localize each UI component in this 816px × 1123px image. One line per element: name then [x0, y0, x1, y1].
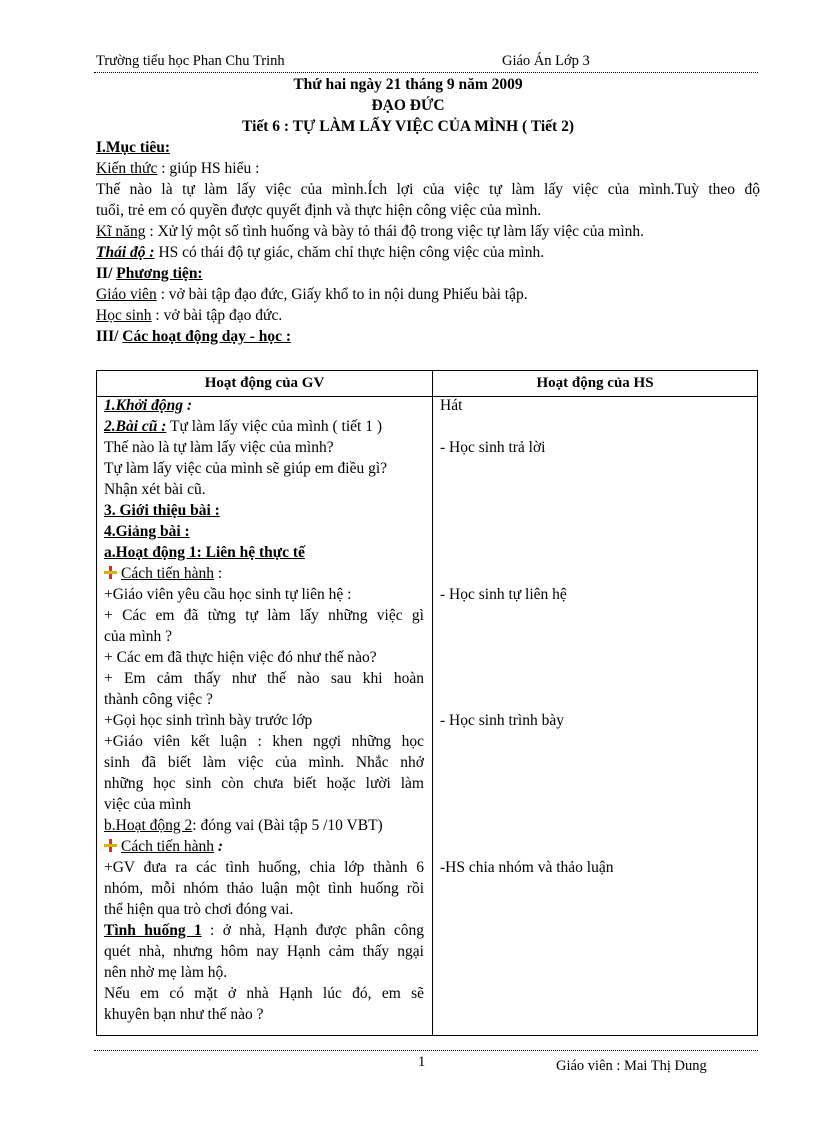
column-header-hs: Hoạt động của HS — [433, 371, 758, 397]
skill-line — [96, 223, 644, 241]
situation-1-line-2: quét nhà, nhưng hôm nay Hạnh cảm thấy ngại — [104, 943, 424, 960]
warmup-colon: : — [182, 397, 192, 414]
skill-label: Kĩ năng — [96, 223, 146, 240]
student-sing: Hát — [440, 397, 463, 414]
attitude-text: HS có thái độ tự giác, chăm chỉ thực hiện công việc của mình. — [154, 244, 545, 261]
activity-1-line-5: + Em cảm thấy như thế nào sau khi hoàn — [104, 670, 424, 687]
skill-text: : Xử lý một số tình huống và bày tỏ thái độ trong việc tự làm lấy việc của mình. — [145, 223, 645, 240]
activity-1-line-10: những học sinh còn chưa biết hoặc lười làm — [104, 775, 424, 792]
method-1-label: Cách tiến hành — [121, 565, 214, 582]
objectives-heading: I.Mục tiêu: — [96, 139, 171, 156]
page-number: 1 — [418, 1054, 426, 1070]
header-divider — [94, 72, 758, 73]
attitude-label: Thái độ : — [96, 244, 155, 261]
review-question-2: Tự làm lấy việc của mình sẽ giúp em điều gì? — [104, 460, 388, 477]
activity-1-heading: a.Hoạt động 1: Liên hệ thực tế — [104, 544, 305, 561]
activity-1-line-2: + Các em đã từng tự làm lấy những việc gì — [104, 607, 424, 624]
student-activities-cell — [433, 397, 758, 1036]
resources-student-text: : vở bài tập đạo đức. — [151, 307, 283, 324]
knowledge-detail-1: Thế nào là tự làm lấy việc của mình.Ích lợi của việc tự làm lấy việc của mình.Tuỳ theo độ — [96, 181, 760, 198]
teach-heading: 4.Giảng bài : — [104, 523, 190, 540]
teacher-activities-cell — [97, 397, 433, 1036]
activity-2-label: b.Hoạt động 2 — [104, 817, 193, 834]
activity-1-line-8: +Giáo viên kết luận : khen ngợi những học — [104, 733, 424, 750]
method-2-line — [104, 838, 223, 856]
activity-2-line-2: nhóm, mỗi nhóm thảo luận một tình huống rồi — [104, 880, 424, 897]
resources-student-line — [96, 307, 282, 325]
review-text: Tự làm lấy việc của mình ( tiết 1 ) — [166, 418, 383, 435]
activities-heading-text: Các hoạt động dạy - học : — [122, 328, 292, 345]
activity-2-text: : đóng vai (Bài tập 5 /10 VBT) — [192, 817, 383, 834]
activities-table — [96, 370, 758, 1036]
footer-teacher: Giáo viên : Mai Thị Dung — [556, 1058, 707, 1074]
knowledge-text: : giúp HS hiểu : — [157, 160, 260, 177]
method-1-line — [104, 565, 222, 583]
resources-teacher-text: : vở bài tập đạo đức, Giấy khổ to in nội dung Phiếu bài tập. — [156, 286, 528, 303]
method-2-colon: : — [213, 838, 224, 855]
student-group: -HS chia nhóm và thảo luận — [440, 859, 614, 876]
resources-student-label: Học sinh — [96, 307, 152, 324]
plus-bullet-icon — [104, 566, 117, 579]
activities-heading-prefix: III/ — [96, 328, 123, 345]
activity-1-line-11: việc của mình — [104, 796, 191, 813]
subject-title: ĐẠO ĐỨC — [371, 97, 445, 114]
activity-1-line-7: +Gọi học sinh trình bày trước lớp — [104, 712, 313, 729]
school-name: Trường tiểu học Phan Chu Trinh — [96, 53, 285, 69]
review-comment: Nhận xét bài cũ. — [104, 481, 206, 498]
situation-1-label: Tình huống 1 — [104, 922, 202, 939]
warmup-label: 1.Khởi động — [104, 397, 183, 414]
activity-1-line-6: thành công việc ? — [104, 691, 213, 708]
method-2-label: Cách tiến hành — [121, 838, 214, 855]
method-1-colon: : — [213, 565, 223, 582]
lesson-title: Tiết 6 : TỰ LÀM LẤY VIỆC CỦA MÌNH ( Tiết 2) — [242, 118, 574, 135]
resources-heading-prefix: II/ — [96, 265, 117, 282]
activity-2-heading — [104, 817, 383, 835]
knowledge-label: Kiến thức — [96, 160, 158, 177]
activity-2-line-1: +GV đưa ra các tình huống, chia lớp thành 6 — [104, 859, 424, 876]
resources-heading — [96, 265, 203, 283]
lesson-date: Thứ hai ngày 21 tháng 9 năm 2009 — [293, 76, 523, 93]
table-body-row — [97, 397, 758, 1036]
situation-1-text: : ở nhà, Hạnh được phân công — [201, 922, 424, 939]
student-present: - Học sinh trình bày — [440, 712, 564, 729]
activity-1-line-1: +Giáo viên yêu cầu học sinh tự liên hệ : — [104, 586, 352, 603]
situation-1-line-1 — [104, 922, 424, 940]
activities-heading — [96, 328, 291, 346]
knowledge-line — [96, 160, 259, 178]
table-header-row — [97, 371, 758, 397]
knowledge-detail-2: tuổi, trẻ em có quyền được quyết định và thực hiện công việc của mình. — [96, 202, 542, 219]
review-line — [104, 418, 382, 436]
column-header-gv: Hoạt động của GV — [97, 371, 433, 397]
review-question-1: Thế nào là tự làm lấy việc của mình? — [104, 439, 334, 456]
activity-1-line-3: của mình ? — [104, 628, 173, 645]
resources-teacher-line — [96, 286, 528, 304]
warmup-line — [104, 397, 192, 415]
activity-2-line-3: thể hiện qua trò chơi đóng vai. — [104, 901, 294, 918]
attitude-line — [96, 244, 544, 262]
resources-heading-text: Phương tiện: — [116, 265, 203, 282]
plus-bullet-icon — [104, 839, 117, 852]
student-answer: - Học sinh trả lời — [440, 439, 546, 456]
activity-1-line-9: sinh đã biết làm việc của mình. Nhắc nhở — [104, 754, 424, 771]
resources-teacher-label: Giáo viên — [96, 286, 157, 303]
situation-1-line-3: nên nhờ mẹ làm hộ. — [104, 964, 228, 981]
review-label: 2.Bài cũ : — [104, 418, 167, 435]
student-self-relate: - Học sinh tự liên hệ — [440, 586, 567, 603]
activity-1-line-4: + Các em đã thực hiện việc đó như thế nào? — [104, 649, 377, 666]
plan-label: Giáo Án Lớp 3 — [502, 53, 590, 69]
situation-1-line-4: Nếu em có mặt ở nhà Hạnh lúc đó, em sẽ — [104, 985, 424, 1002]
footer-divider — [94, 1050, 758, 1051]
intro-heading: 3. Giới thiệu bài : — [104, 502, 220, 519]
situation-1-line-5: khuyên bạn như thế nào ? — [104, 1006, 264, 1023]
